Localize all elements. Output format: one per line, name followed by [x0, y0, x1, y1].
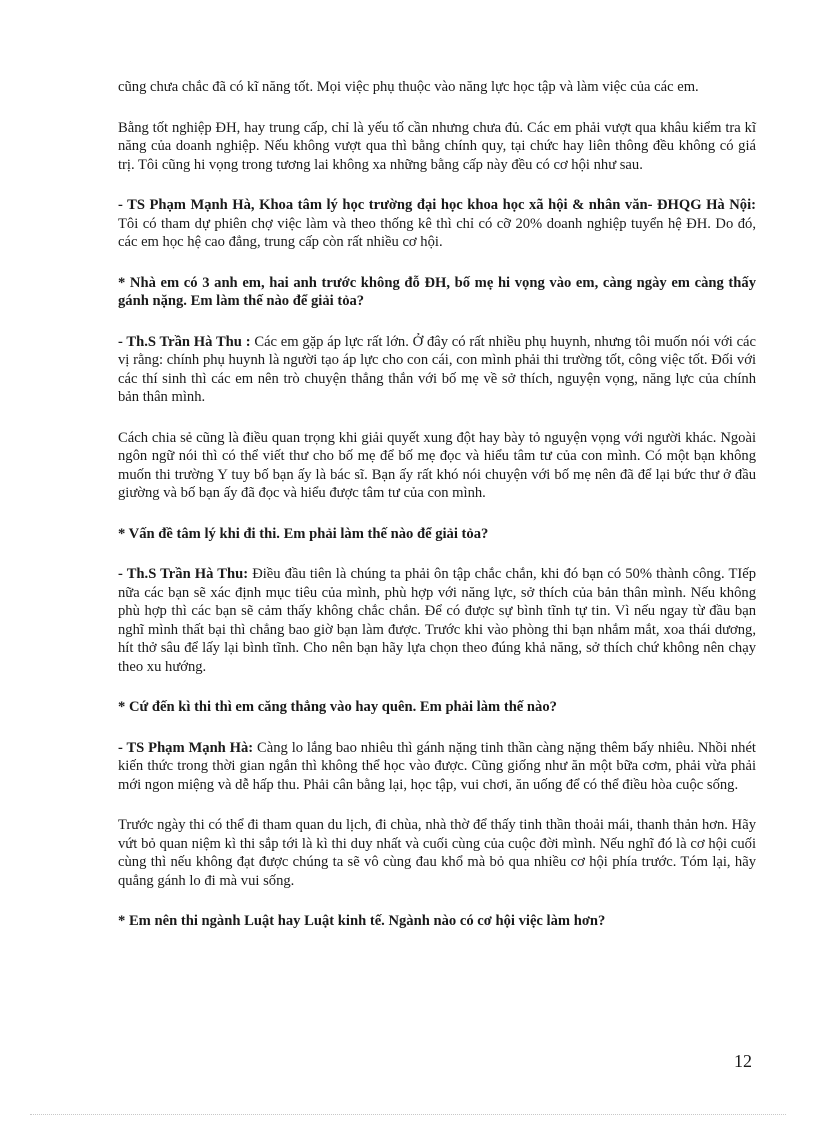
paragraph-text: cũng chưa chắc đã có kĩ năng tốt. Mọi việc phụ thuộc vào năng lực học tập và làm việc của các em. [118, 79, 699, 95]
question-paragraph: * Nhà em có 3 anh em, hai anh trước không đỗ ĐH, bố mẹ hi vọng vào em, càng ngày em càng thấy gánh nặng. Em làm thế nào để giải tỏa? [118, 274, 756, 309]
paragraph-degree [118, 119, 756, 175]
answer-paragraph [118, 196, 756, 252]
question-paragraph: * Cứ đến kì thi thì em căng thẳng vào hay quên. Em phải làm thế nào? [118, 699, 557, 715]
answer-text: Điều đầu tiên là chúng ta phải ôn tập chắc chắn, khi đó bạn có 50% thành công. TIếp nữa các bạn sẽ xác định mục tiêu của mình, phù hợp với năng lực, sở thích của bản thân mình. Nếu không phù hợp thì các bạn sẽ cảm thấy không chắc chắn. Để có được sự bình tĩnh tự tin. Vì nếu ngay từ đầu bạn nghĩ mình thất bại thì chẳng bao giờ bạn làm được. Trước khi vào phòng thi bạn nhắm mắt, xoa thái dương, hít thở sâu để lấy lại bình tĩnh. Cho nên bạn hãy lựa chọn theo đúng khả năng, sở thích chứ không nên chạy theo xu hướng. [118, 566, 757, 675]
document-body [118, 78, 756, 953]
paragraph-text: Cách chia sẻ cũng là điều quan trọng khi giải quyết xung đột hay bày tỏ nguyện vọng với người khác. Ngoài ngôn ngữ nói thì có thể viết thư cho bố mẹ để bố mẹ đọc và hiểu tâm tư của con mình. Có một bạn không muốn thi trường Y tuy bố bạn ấy là bác sĩ. Bạn ấy rất khó nói chuyện với bố mẹ nên đã để lại bức thư ở đầu giường và bố bạn ấy đã đọc và hiểu được tâm tư của con mình. [118, 429, 756, 501]
paragraph-continuation [118, 78, 756, 97]
speaker-label: - TS Phạm Mạnh Hà: [118, 739, 254, 756]
speaker-label: - TS Phạm Mạnh Hà, Khoa tâm lý học trường đại học khoa học xã hội & nhân văn- ĐHQG Hà Nội: [118, 197, 756, 213]
speaker-label: - Th.S Trần Hà Thu: [118, 566, 249, 582]
paragraph-text: Trước ngày thi có thể đi tham quan du lịch, đi chùa, nhà thờ để thấy tinh thần thoải mái, thanh thản hơn. Hãy vứt bỏ quan niệm kì thi sắp tới là kì thi duy nhất và cuối cùng của cuộc đời mình. Nếu nghĩ đó là cơ hội cuối cùng thì nếu không đạt được chúng ta sẽ vô cùng đau khổ mà bỏ qua nhiều cơ hội phía trước. Tóm lại, hãy quẳng gánh lo đi mà vui sống. [118, 817, 756, 889]
question-paragraph: * Vấn đề tâm lý khi đi thi. Em phải làm thế nào để giải tỏa? [118, 525, 489, 542]
answer-paragraph [118, 565, 756, 676]
answer-text: Càng lo lắng bao nhiêu thì gánh nặng tinh thần càng nặng thêm bấy nhiêu. Nhồi nhét kiến thức trong thời gian ngắn thì không thể học vào được. Cũng giống như ăn một bữa cơm, phải vừa phải mới ngon miệng và dễ hấp thu. Phải cân bằng lại, học tập, vui chơi, ăn uống để có thể điều hòa cuộc sống. [118, 739, 756, 793]
paragraph-travel [118, 816, 756, 890]
answer-text: Các em gặp áp lực rất lớn. Ở đây có rất nhiều phụ huynh, nhưng tôi muốn nói với các vị rằng: chính phụ huynh là người tạo áp lực cho con cái, con mình phải thi trường tốt, công việc tốt. Đối với các thí sinh thì các em nên trò chuyện thẳng thắn với bố mẹ về sở thích, nguyện vọng, năng lực của chính bản thân mình. [118, 333, 756, 405]
answer-paragraph [118, 333, 756, 407]
page-bottom-divider [30, 1114, 786, 1115]
paragraph-sharing [118, 429, 756, 503]
question-paragraph: * Em nên thi ngành Luật hay Luật kinh tế. Ngành nào có cơ hội việc làm hơn? [118, 913, 606, 929]
answer-text: Tôi có tham dự phiên chợ việc làm và theo thống kê thì chỉ có cỡ 20% doanh nghiệp tuyển hệ ĐH. Do đó, các em học hệ cao đẳng, trung cấp còn rất nhiều cơ hội. [118, 215, 756, 250]
speaker-label: - Th.S Trần Hà Thu : [118, 333, 251, 350]
answer-paragraph [118, 739, 756, 795]
page-number: 12 [734, 1051, 752, 1071]
paragraph-text: Bằng tốt nghiệp ĐH, hay trung cấp, chỉ là yếu tố cần nhưng chưa đủ. Các em phải vượt qua khâu kiểm tra kĩ năng của doanh nghiệp. Nếu không vượt qua thì bằng chính quy, tại chức hay liên thông đều không có giá trị. Tôi cũng hi vọng trong tương lai không xa những bằng cấp này đều có cơ hội như sau. [118, 119, 756, 173]
